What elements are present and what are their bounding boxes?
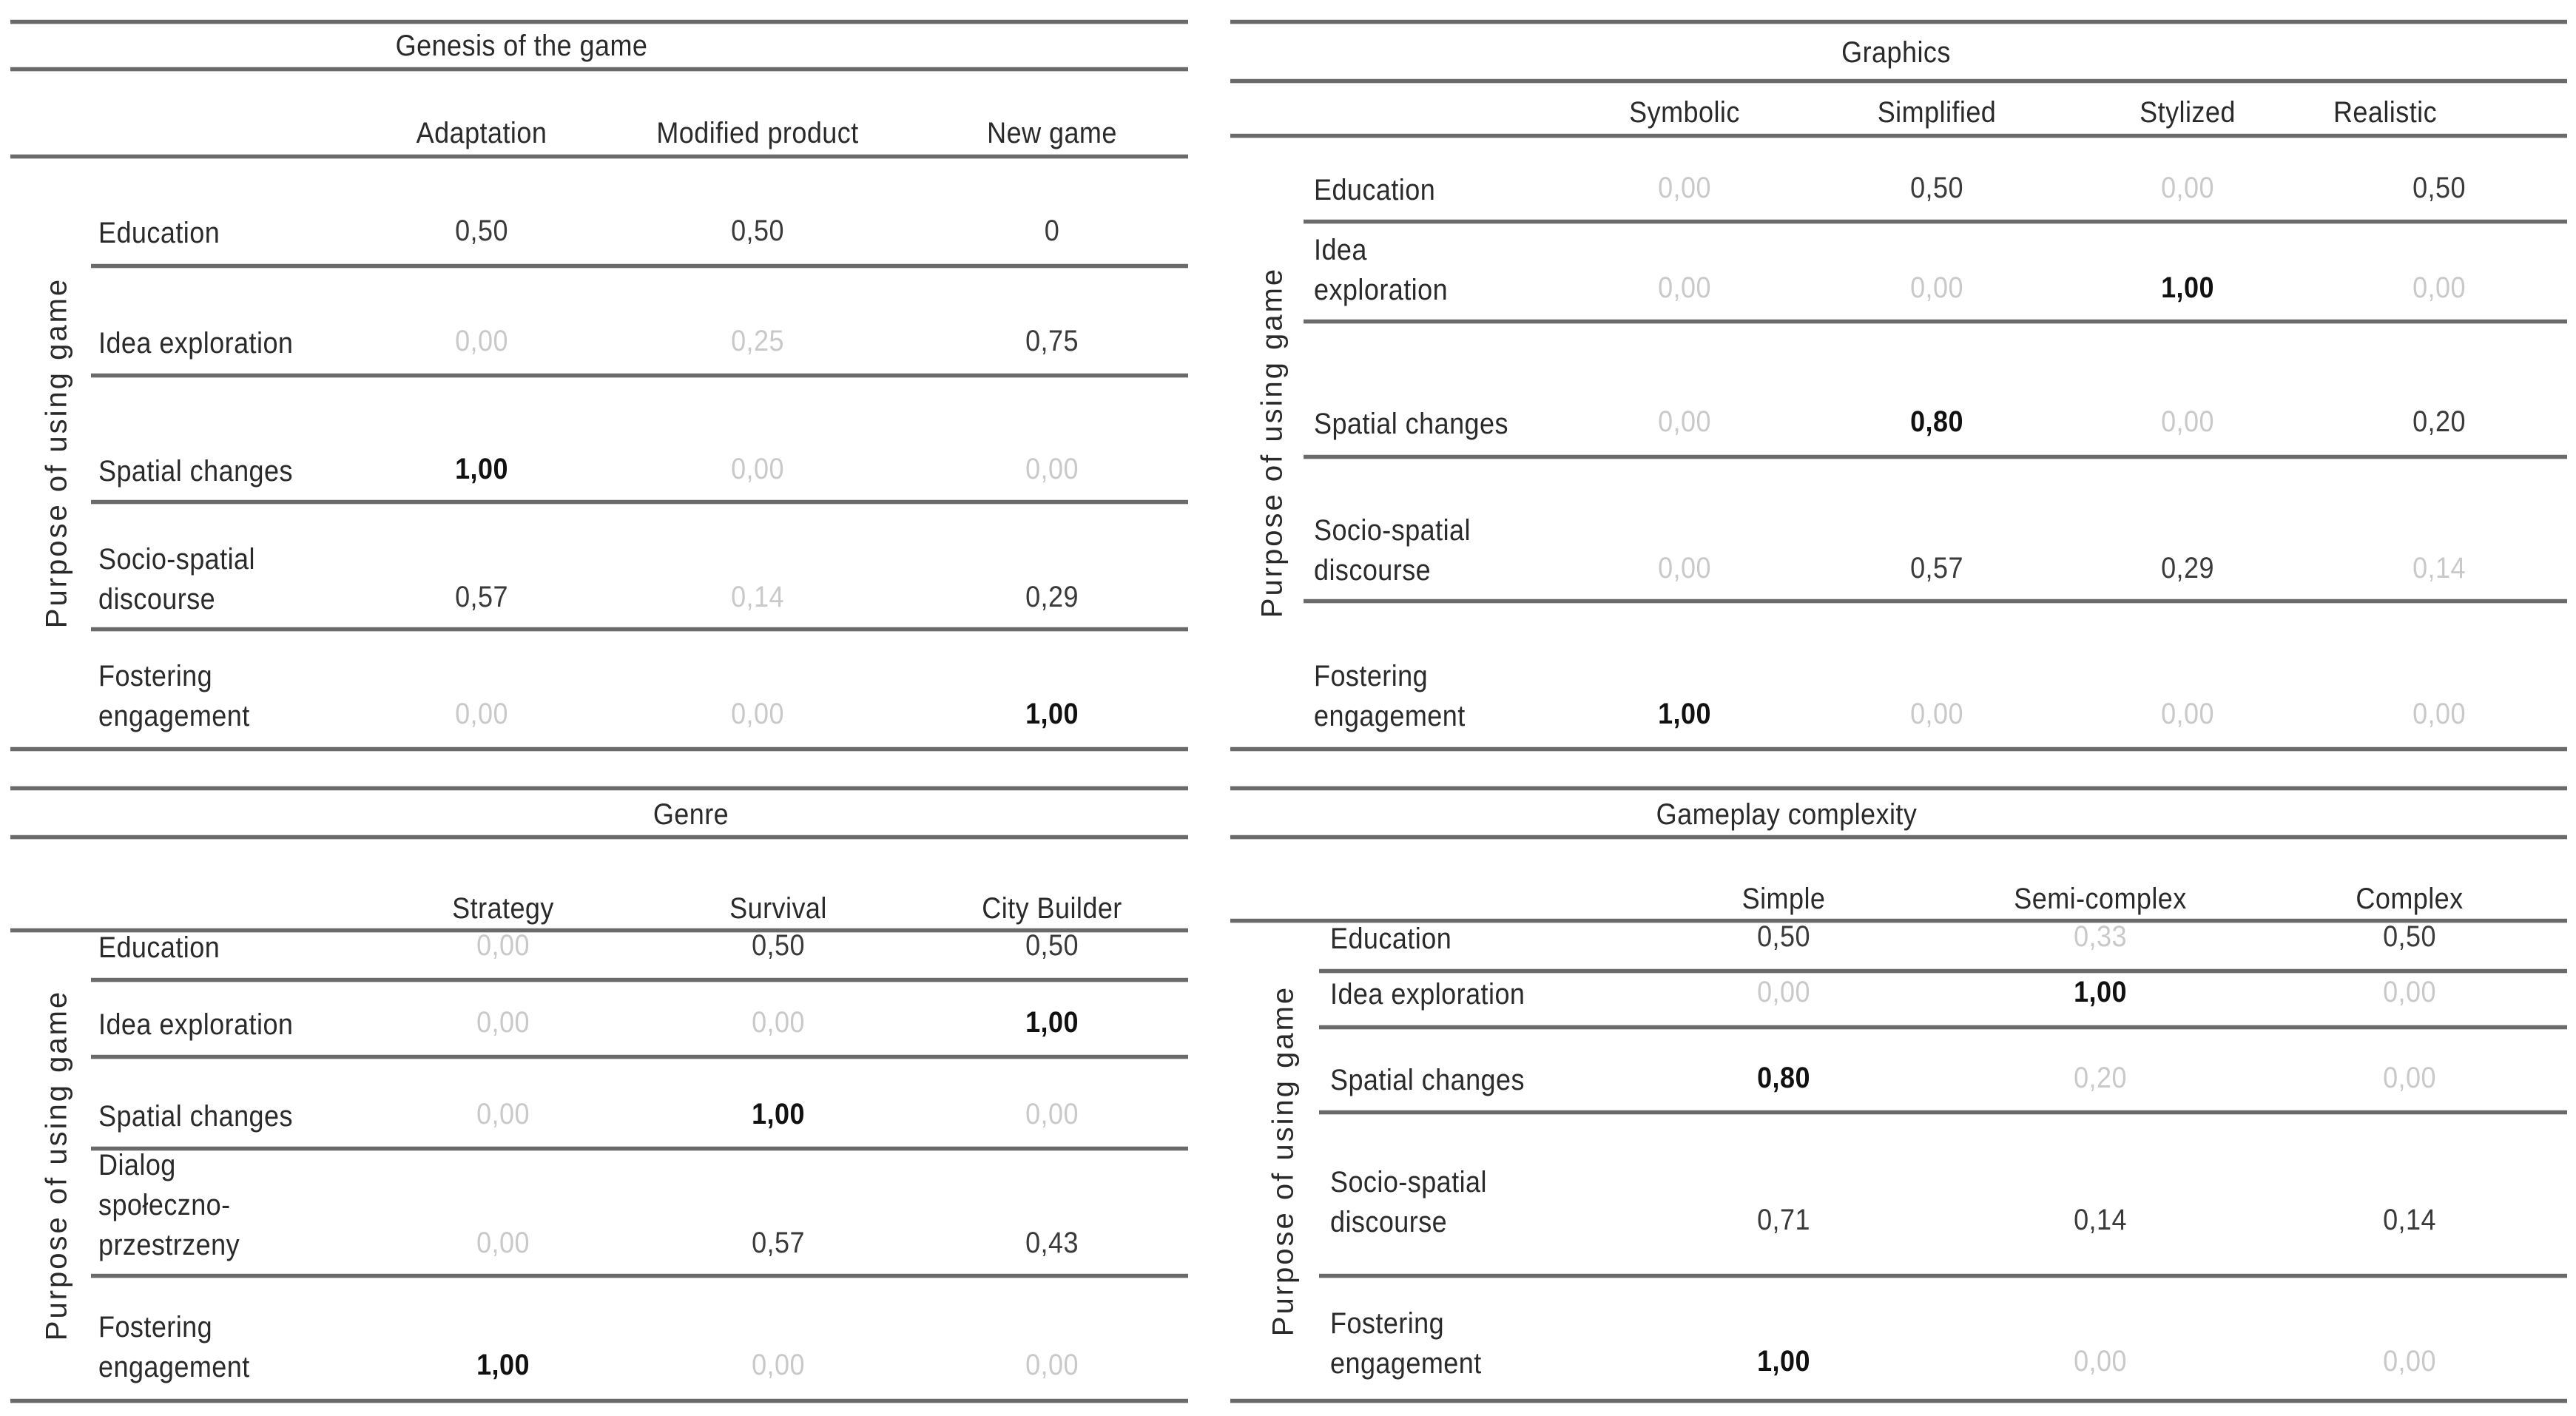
row-label: Spatial changes	[1314, 408, 1508, 440]
cell-value: 0,43	[1025, 1227, 1079, 1259]
table-title: Genre	[653, 798, 729, 831]
row-rule	[1304, 455, 2567, 459]
cell-value: 0,00	[1658, 552, 1711, 584]
table-title: Gameplay complexity	[1656, 798, 1918, 831]
cell-value: 0,50	[2383, 920, 2436, 953]
cell-value: 0,00	[2383, 976, 2436, 1008]
row-rule	[1319, 1274, 2567, 1278]
title-rule	[1230, 79, 2567, 83]
row-label: Fostering	[98, 1311, 213, 1343]
cell-value: 0,00	[1658, 405, 1711, 438]
cell-value: 0,57	[1910, 552, 1963, 584]
cell-value: 0,50	[1025, 929, 1079, 962]
row-axis-label: Purpose of using game	[1255, 266, 1289, 618]
row-label: discourse	[98, 583, 216, 616]
cell-value: 1,00	[2161, 272, 2214, 304]
cell-value: 0,00	[476, 1227, 530, 1259]
row-rule	[1304, 599, 2567, 603]
cell-value: 0,75	[1025, 325, 1079, 357]
cell-value: 0,00	[731, 698, 784, 730]
row-label: Idea exploration	[98, 1008, 294, 1041]
column-header: Realistic	[2333, 96, 2438, 129]
row-label: Idea exploration	[1330, 978, 1525, 1011]
row-label: Education	[98, 931, 220, 964]
table-bottom-rule	[10, 1399, 1188, 1403]
row-rule	[91, 1055, 1188, 1059]
cell-value: 0,80	[1910, 405, 1963, 438]
row-label: Socio-spatial	[1314, 514, 1471, 547]
column-header: Complex	[2356, 883, 2464, 915]
table-top-rule	[1230, 786, 2567, 790]
column-header: Simplified	[1877, 96, 1997, 129]
cell-value: 0,25	[731, 325, 784, 357]
cell-value: 0,00	[2074, 1345, 2127, 1378]
row-label: Spatial changes	[98, 1100, 293, 1133]
row-label: discourse	[1330, 1206, 1448, 1238]
cell-value: 1,00	[752, 1098, 805, 1130]
row-rule	[91, 264, 1188, 268]
row-rule	[1319, 969, 2567, 973]
row-rule	[1304, 320, 2567, 323]
title-rule	[1230, 835, 2567, 839]
column-header: Semi-complex	[2014, 883, 2187, 915]
column-header: Adaptation	[416, 117, 547, 149]
row-label: Spatial changes	[98, 455, 293, 488]
row-rule	[91, 1274, 1188, 1278]
header-rule	[10, 155, 1188, 158]
row-label: przestrzeny	[98, 1229, 240, 1261]
cell-value: 0,00	[2383, 1345, 2436, 1378]
row-rule	[1319, 1110, 2567, 1114]
table-title: Graphics	[1841, 36, 1951, 69]
column-header: Symbolic	[1629, 96, 1740, 129]
row-label: exploration	[1314, 274, 1449, 306]
cell-value: 0,00	[2413, 698, 2466, 730]
cell-value: 0,14	[731, 581, 784, 613]
row-label: Spatial changes	[1330, 1064, 1525, 1096]
cell-value: 0,50	[1757, 920, 1810, 953]
cell-value: 0,00	[476, 929, 530, 962]
table-title: Genesis of the game	[395, 30, 648, 62]
cell-value: 1,00	[1757, 1345, 1810, 1378]
table-top-rule	[10, 20, 1188, 24]
cell-value: 0,00	[476, 1006, 530, 1039]
cell-value: 0,14	[2074, 1204, 2127, 1236]
cell-value: 1,00	[476, 1349, 530, 1381]
cell-value: 0,00	[2383, 1062, 2436, 1094]
cell-value: 0,00	[2413, 272, 2466, 304]
row-label: Education	[1330, 923, 1452, 955]
cell-value: 0,29	[2161, 552, 2214, 584]
cell-value: 0,50	[752, 929, 805, 962]
cell-value: 0,00	[1658, 172, 1711, 204]
row-label: Dialog	[98, 1149, 176, 1181]
cell-value: 1,00	[455, 453, 508, 485]
row-label: społeczno-	[98, 1189, 231, 1221]
row-rule	[91, 627, 1188, 631]
row-label: engagement	[98, 700, 250, 732]
column-header: New game	[987, 117, 1117, 149]
cell-value: 0,71	[1757, 1204, 1810, 1236]
cell-value: 0,00	[476, 1098, 530, 1130]
row-rule	[91, 500, 1188, 504]
table-bottom-rule	[1230, 1399, 2567, 1403]
cell-value: 0,00	[1025, 1349, 1079, 1381]
row-axis-label: Purpose of using game	[40, 277, 73, 628]
row-rule	[91, 374, 1188, 377]
table-top-rule	[1230, 20, 2567, 24]
cell-value: 0,57	[455, 581, 508, 613]
column-header: Stylized	[2140, 96, 2236, 129]
table-bottom-rule	[10, 747, 1188, 751]
cell-value: 0,00	[1910, 698, 1963, 730]
row-label: Idea	[1314, 234, 1367, 266]
cell-value: 0,00	[2161, 698, 2214, 730]
cell-value: 1,00	[2074, 976, 2127, 1008]
row-label: Fostering	[1330, 1307, 1445, 1340]
cell-value: 0,00	[1757, 976, 1810, 1008]
column-header: Strategy	[452, 892, 554, 925]
table-bottom-rule	[1230, 747, 2567, 751]
row-label: discourse	[1314, 554, 1432, 587]
title-rule	[10, 835, 1188, 839]
cell-value: 0,20	[2074, 1062, 2127, 1094]
row-label: engagement	[1330, 1347, 1482, 1380]
row-label: Education	[1314, 174, 1436, 206]
row-rule	[91, 978, 1188, 982]
row-rule	[1304, 220, 2567, 223]
cell-value: 0,00	[2161, 405, 2214, 438]
row-axis-label: Purpose of using game	[1267, 985, 1300, 1336]
cell-value: 0,50	[1910, 172, 1963, 204]
cell-value: 0,00	[752, 1349, 805, 1381]
cell-value: 0,00	[1025, 453, 1079, 485]
cell-value: 0,50	[731, 215, 784, 247]
cell-value: 0,80	[1757, 1062, 1810, 1094]
title-rule	[10, 67, 1188, 71]
cell-value: 0,00	[752, 1006, 805, 1039]
cell-value: 0,50	[455, 215, 508, 247]
row-rule	[91, 1147, 1188, 1150]
row-label: Socio-spatial	[1330, 1166, 1487, 1198]
cell-value: 0	[1044, 215, 1060, 247]
cell-value: 0,20	[2413, 405, 2466, 438]
cell-value: 0,14	[2413, 552, 2466, 584]
cell-value: 0,00	[1910, 272, 1963, 304]
cell-value: 0,00	[455, 698, 508, 730]
header-rule	[1230, 134, 2567, 138]
column-header: Modified product	[656, 117, 859, 149]
row-axis-label: Purpose of using game	[40, 989, 73, 1341]
cell-value: 0,57	[752, 1227, 805, 1259]
cell-value: 0,00	[455, 325, 508, 357]
row-label: Fostering	[1314, 660, 1429, 692]
column-header: Simple	[1742, 883, 1826, 915]
row-label: engagement	[98, 1351, 250, 1383]
cell-value: 0,14	[2383, 1204, 2436, 1236]
cell-value: 0,29	[1025, 581, 1079, 613]
cell-value: 0,00	[1025, 1098, 1079, 1130]
cell-value: 0,50	[2413, 172, 2466, 204]
row-label: Fostering	[98, 660, 213, 692]
cell-value: 1,00	[1658, 698, 1711, 730]
cell-value: 0,00	[2161, 172, 2214, 204]
row-label: Socio-spatial	[98, 543, 255, 576]
column-header: Survival	[729, 892, 827, 925]
row-label: Education	[98, 217, 220, 249]
column-header: City Builder	[982, 892, 1122, 925]
row-rule	[1319, 1025, 2567, 1029]
cell-value: 0,33	[2074, 920, 2127, 953]
cell-value: 0,00	[1658, 272, 1711, 304]
table-top-rule	[10, 786, 1188, 790]
cell-value: 1,00	[1025, 1006, 1079, 1039]
cell-value: 1,00	[1025, 698, 1079, 730]
row-label: engagement	[1314, 700, 1466, 732]
row-label: Idea exploration	[98, 327, 294, 360]
cell-value: 0,00	[731, 453, 784, 485]
